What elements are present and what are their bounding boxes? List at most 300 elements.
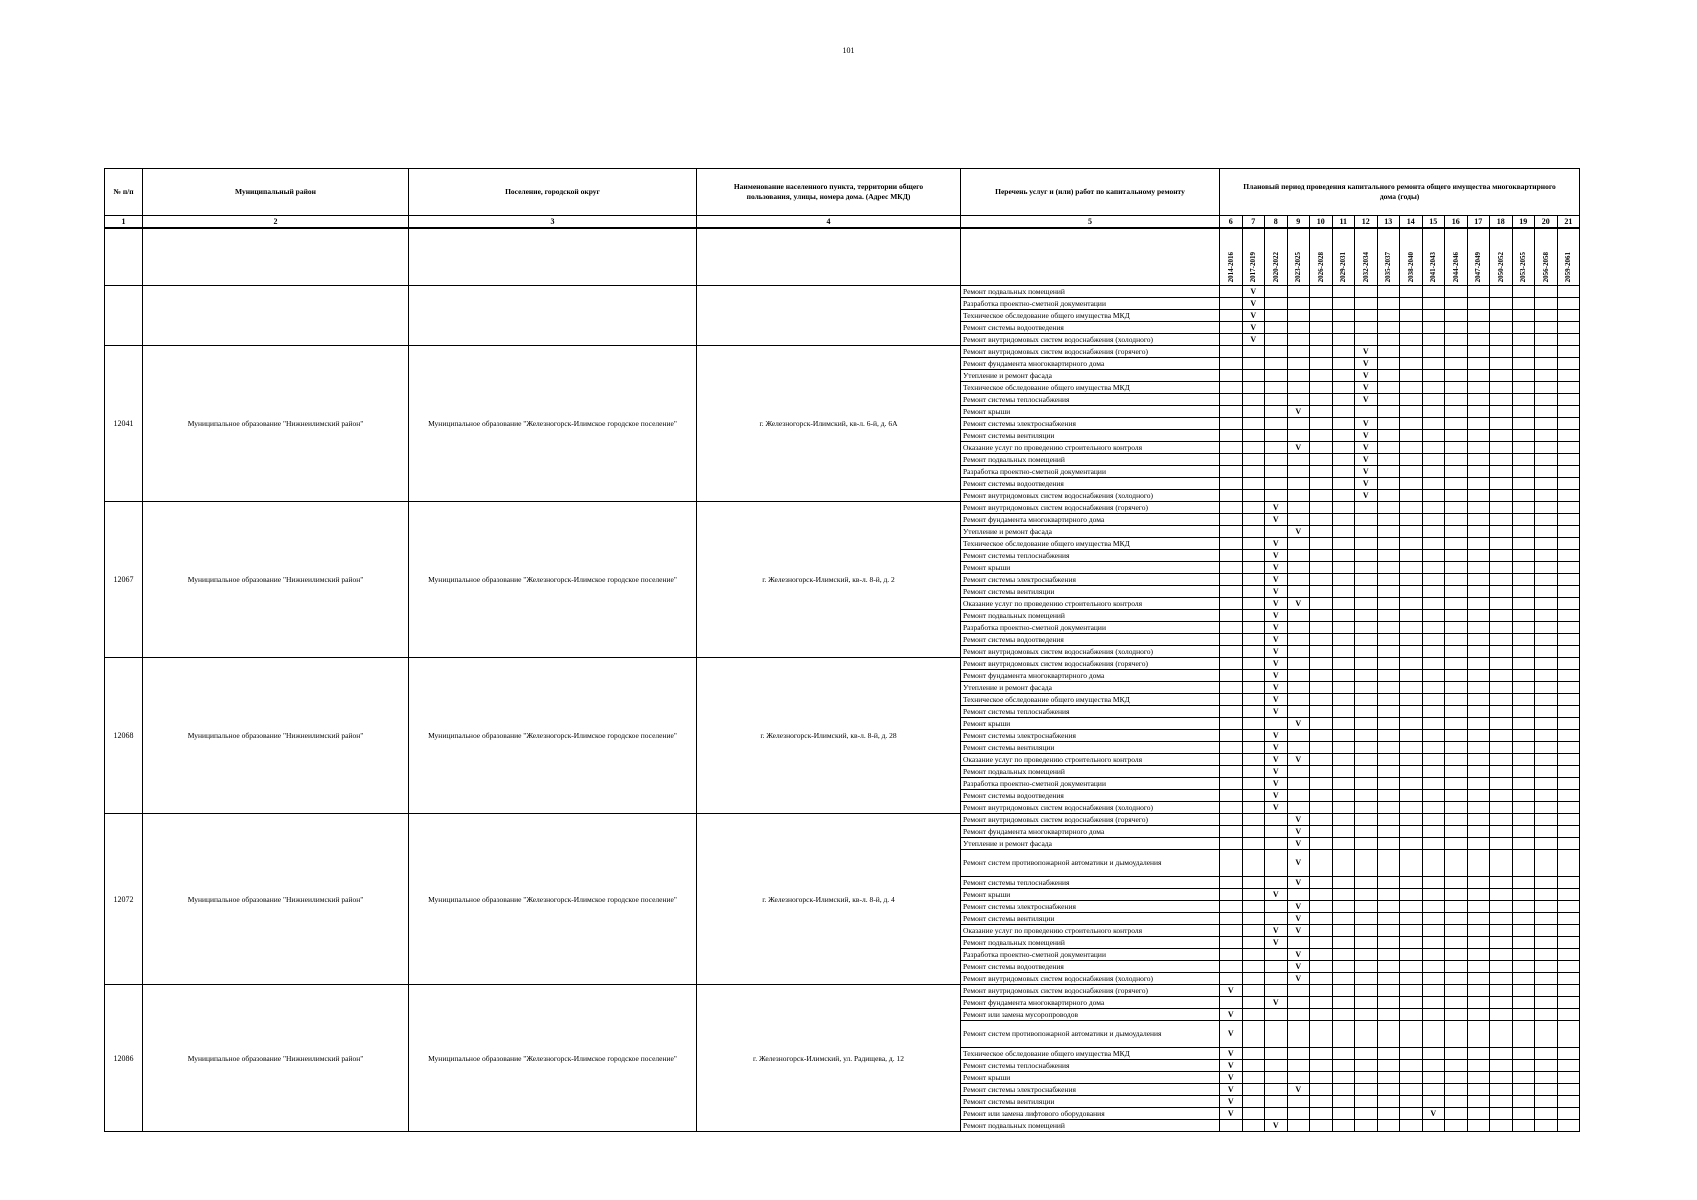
period-cell	[1422, 1060, 1445, 1072]
period-cell	[1490, 586, 1513, 598]
group-settlement	[409, 286, 697, 346]
period-header	[1445, 228, 1468, 286]
period-cell	[1422, 838, 1445, 850]
period-cell	[1287, 310, 1310, 322]
period-cell	[1512, 1096, 1535, 1108]
period-header	[1332, 228, 1355, 286]
period-cell	[1445, 586, 1468, 598]
period-cell	[1400, 826, 1423, 838]
period-cell	[1445, 838, 1468, 850]
work-item: Ремонт внутридомовых систем водоснабжения (холодного)	[961, 334, 1220, 346]
period-cell	[1467, 826, 1490, 838]
period-cell	[1512, 1009, 1535, 1021]
period-cell	[1265, 394, 1288, 406]
period-mark: V	[1355, 358, 1378, 370]
period-cell	[1242, 1048, 1265, 1060]
period-cell	[1400, 901, 1423, 913]
period-cell	[1422, 478, 1445, 490]
work-item: Ремонт системы теплоснабжения	[961, 1060, 1220, 1072]
group-settlement: Муниципальное образование "Железногорск-Илимское городское поселение"	[409, 814, 697, 985]
period-cell	[1422, 382, 1445, 394]
period-cell	[1310, 514, 1333, 526]
period-mark: V	[1355, 346, 1378, 358]
period-cell	[1445, 766, 1468, 778]
period-cell	[1490, 334, 1513, 346]
period-cell	[1377, 754, 1400, 766]
period-cell	[1400, 925, 1423, 937]
period-cell	[1535, 406, 1558, 418]
period-cell	[1490, 502, 1513, 514]
period-cell	[1422, 430, 1445, 442]
period-cell	[1332, 838, 1355, 850]
period-cell	[1490, 925, 1513, 937]
period-cell	[1535, 682, 1558, 694]
period-cell	[1265, 406, 1288, 418]
period-cell	[1557, 514, 1580, 526]
period-cell	[1467, 622, 1490, 634]
period-cell	[1445, 346, 1468, 358]
column-number-row	[105, 216, 1580, 229]
period-cell	[1490, 610, 1513, 622]
period-cell	[1310, 718, 1333, 730]
period-cell	[1400, 814, 1423, 826]
period-mark: V	[1287, 406, 1310, 418]
period-cell	[1310, 370, 1333, 382]
period-cell	[1400, 1084, 1423, 1096]
period-cell	[1332, 1021, 1355, 1048]
period-cell	[1445, 889, 1468, 901]
period-cell	[1332, 850, 1355, 877]
period-cell	[1242, 586, 1265, 598]
period-cell	[1287, 418, 1310, 430]
period-cell	[1490, 538, 1513, 550]
table-row	[105, 502, 1580, 514]
period-cell	[1512, 826, 1535, 838]
period-cell	[1557, 646, 1580, 658]
period-mark: V	[1265, 658, 1288, 670]
period-cell	[1220, 718, 1243, 730]
period-cell	[1400, 658, 1423, 670]
period-cell	[1287, 322, 1310, 334]
period-cell	[1557, 454, 1580, 466]
work-item: Ремонт системы водоотведения	[961, 961, 1220, 973]
period-cell	[1422, 394, 1445, 406]
period-cell	[1467, 1096, 1490, 1108]
period-cell	[1332, 1096, 1355, 1108]
period-mark: V	[1355, 466, 1378, 478]
period-cell	[1355, 1072, 1378, 1084]
period-cell	[1557, 718, 1580, 730]
period-cell	[1310, 889, 1333, 901]
period-cell	[1557, 985, 1580, 997]
period-cell	[1512, 889, 1535, 901]
period-cell	[1535, 802, 1558, 814]
period-cell	[1557, 574, 1580, 586]
period-cell	[1355, 949, 1378, 961]
period-cell	[1355, 1021, 1378, 1048]
period-cell	[1467, 1120, 1490, 1132]
period-cell	[1400, 850, 1423, 877]
period-cell	[1265, 838, 1288, 850]
period-cell	[1355, 538, 1378, 550]
period-cell	[1512, 310, 1535, 322]
work-item: Разработка проектно-сметной документации	[961, 466, 1220, 478]
period-cell	[1332, 370, 1355, 382]
period-cell	[1535, 925, 1558, 937]
period-cell	[1490, 985, 1513, 997]
period-cell	[1310, 418, 1333, 430]
work-item: Техническое обследование общего имущества МКД	[961, 382, 1220, 394]
period-cell	[1377, 586, 1400, 598]
period-header	[1490, 228, 1513, 286]
period-label: 2032-2034	[1361, 251, 1370, 282]
period-cell	[1220, 298, 1243, 310]
period-cell	[1310, 286, 1333, 298]
period-cell	[1400, 550, 1423, 562]
period-cell	[1265, 1009, 1288, 1021]
period-cell	[1220, 382, 1243, 394]
period-mark: V	[1287, 718, 1310, 730]
work-item: Разработка проектно-сметной документации	[961, 778, 1220, 790]
period-cell	[1355, 997, 1378, 1009]
work-item: Разработка проектно-сметной документации	[961, 622, 1220, 634]
period-cell	[1377, 1096, 1400, 1108]
period-cell	[1400, 574, 1423, 586]
work-item: Ремонт внутридомовых систем водоснабжения (горячего)	[961, 814, 1220, 826]
period-cell	[1445, 634, 1468, 646]
work-item: Ремонт системы электроснабжения	[961, 901, 1220, 913]
period-cell	[1445, 877, 1468, 889]
header-periods: Плановый период проведения капитального ремонта общего имущества многоквартирного дома (годы)	[1220, 169, 1580, 216]
period-cell	[1422, 730, 1445, 742]
period-cell	[1287, 430, 1310, 442]
group-settlement: Муниципальное образование "Железногорск-Илимское городское поселение"	[409, 346, 697, 502]
period-cell	[1512, 901, 1535, 913]
period-cell	[1445, 670, 1468, 682]
period-cell	[1512, 610, 1535, 622]
period-cell	[1445, 718, 1468, 730]
period-cell	[1310, 1009, 1333, 1021]
period-cell	[1332, 937, 1355, 949]
period-cell	[1355, 1084, 1378, 1096]
period-cell	[1467, 358, 1490, 370]
period-cell	[1287, 802, 1310, 814]
period-cell	[1287, 1060, 1310, 1072]
period-cell	[1490, 346, 1513, 358]
period-cell	[1557, 466, 1580, 478]
period-cell	[1422, 706, 1445, 718]
period-cell	[1445, 334, 1468, 346]
period-cell	[1310, 1108, 1333, 1120]
table-row	[105, 814, 1580, 826]
work-item: Ремонт внутридомовых систем водоснабжения (горячего)	[961, 502, 1220, 514]
work-item: Ремонт подвальных помещений	[961, 766, 1220, 778]
period-cell	[1355, 622, 1378, 634]
period-cell	[1377, 913, 1400, 925]
period-cell	[1557, 538, 1580, 550]
period-cell	[1332, 778, 1355, 790]
period-cell	[1220, 418, 1243, 430]
period-cell	[1220, 406, 1243, 418]
period-cell	[1220, 538, 1243, 550]
period-cell	[1400, 322, 1423, 334]
period-cell	[1220, 310, 1243, 322]
table-row	[105, 346, 1580, 358]
work-item: Техническое обследование общего имущества МКД	[961, 310, 1220, 322]
period-cell	[1220, 586, 1243, 598]
period-cell	[1557, 973, 1580, 985]
period-cell	[1400, 694, 1423, 706]
period-cell	[1332, 1072, 1355, 1084]
period-cell	[1512, 778, 1535, 790]
period-cell	[1287, 778, 1310, 790]
period-label: 2044-2046	[1451, 251, 1460, 282]
period-cell	[1332, 406, 1355, 418]
period-cell	[1557, 754, 1580, 766]
work-item: Оказание услуг по проведению строительного контроля	[961, 925, 1220, 937]
period-cell	[1265, 430, 1288, 442]
period-cell	[1287, 937, 1310, 949]
period-mark: V	[1265, 730, 1288, 742]
period-mark: V	[1265, 682, 1288, 694]
period-cell	[1512, 622, 1535, 634]
period-cell	[1445, 658, 1468, 670]
period-cell	[1377, 826, 1400, 838]
period-cell	[1400, 937, 1423, 949]
period-mark: V	[1220, 1060, 1243, 1072]
period-cell	[1355, 1048, 1378, 1060]
period-mark: V	[1265, 766, 1288, 778]
period-cell	[1242, 454, 1265, 466]
period-label: 2059-2061	[1564, 251, 1573, 282]
period-cell	[1422, 973, 1445, 985]
period-cell	[1355, 598, 1378, 610]
period-cell	[1400, 790, 1423, 802]
period-cell	[1422, 778, 1445, 790]
period-cell	[1332, 670, 1355, 682]
work-item: Ремонт внутридомовых систем водоснабжения (горячего)	[961, 985, 1220, 997]
period-cell	[1512, 682, 1535, 694]
period-cell	[1355, 694, 1378, 706]
period-cell	[1467, 1072, 1490, 1084]
period-cell	[1377, 694, 1400, 706]
period-cell	[1220, 478, 1243, 490]
period-cell	[1220, 622, 1243, 634]
period-cell	[1422, 901, 1445, 913]
period-cell	[1535, 430, 1558, 442]
period-cell	[1242, 550, 1265, 562]
work-item: Ремонт системы теплоснабжения	[961, 550, 1220, 562]
period-cell	[1557, 1108, 1580, 1120]
period-cell	[1422, 610, 1445, 622]
period-mark: V	[1265, 610, 1288, 622]
period-cell	[1377, 454, 1400, 466]
period-cell	[1265, 310, 1288, 322]
period-cell	[1310, 382, 1333, 394]
period-header	[1535, 228, 1558, 286]
period-cell	[1287, 1048, 1310, 1060]
period-cell	[1242, 997, 1265, 1009]
period-cell	[1242, 526, 1265, 538]
work-item: Ремонт системы теплоснабжения	[961, 877, 1220, 889]
period-cell	[1557, 406, 1580, 418]
period-cell	[1557, 1060, 1580, 1072]
group-address: г. Железногорск-Илимский, кв-л. 8-й, д. 28	[697, 658, 961, 814]
period-cell	[1422, 877, 1445, 889]
period-cell	[1490, 694, 1513, 706]
period-cell	[1220, 610, 1243, 622]
period-cell	[1422, 514, 1445, 526]
period-cell	[1377, 1072, 1400, 1084]
period-cell	[1512, 1060, 1535, 1072]
period-cell	[1557, 889, 1580, 901]
period-header	[1557, 228, 1580, 286]
period-cell	[1445, 418, 1468, 430]
period-cell	[1445, 394, 1468, 406]
period-cell	[1242, 961, 1265, 973]
period-cell	[1445, 961, 1468, 973]
period-cell	[1535, 514, 1558, 526]
period-cell	[1490, 1009, 1513, 1021]
period-cell	[1310, 586, 1333, 598]
period-mark: V	[1287, 877, 1310, 889]
period-cell	[1557, 310, 1580, 322]
period-header	[1422, 228, 1445, 286]
period-cell	[1490, 1120, 1513, 1132]
period-cell	[1310, 358, 1333, 370]
period-cell	[1512, 478, 1535, 490]
period-cell	[1445, 466, 1468, 478]
period-cell	[1287, 490, 1310, 502]
period-cell	[1265, 961, 1288, 973]
period-cell	[1332, 310, 1355, 322]
period-cell	[1332, 622, 1355, 634]
period-cell	[1332, 634, 1355, 646]
period-cell	[1377, 418, 1400, 430]
period-cell	[1490, 1048, 1513, 1060]
period-mark: V	[1355, 430, 1378, 442]
period-mark: V	[1242, 298, 1265, 310]
period-cell	[1490, 478, 1513, 490]
period-cell	[1490, 742, 1513, 754]
period-cell	[1490, 670, 1513, 682]
period-cell	[1220, 466, 1243, 478]
period-mark: V	[1287, 754, 1310, 766]
period-cell	[1377, 562, 1400, 574]
period-cell	[1220, 658, 1243, 670]
period-cell	[1377, 1021, 1400, 1048]
period-cell	[1557, 478, 1580, 490]
period-cell	[1355, 742, 1378, 754]
period-cell	[1557, 490, 1580, 502]
period-cell	[1332, 961, 1355, 973]
period-cell	[1265, 346, 1288, 358]
period-cell	[1377, 838, 1400, 850]
period-cell	[1557, 778, 1580, 790]
period-cell	[1377, 670, 1400, 682]
period-cell	[1400, 586, 1423, 598]
period-cell	[1310, 394, 1333, 406]
period-cell	[1512, 418, 1535, 430]
period-cell	[1242, 778, 1265, 790]
period-cell	[1332, 442, 1355, 454]
period-cell	[1310, 538, 1333, 550]
period-cell	[1557, 961, 1580, 973]
period-cell	[1310, 634, 1333, 646]
period-cell	[1445, 949, 1468, 961]
period-cell	[1535, 901, 1558, 913]
period-cell	[1287, 694, 1310, 706]
period-cell	[1310, 466, 1333, 478]
period-cell	[1422, 814, 1445, 826]
period-cell	[1445, 430, 1468, 442]
period-cell	[1535, 877, 1558, 889]
period-cell	[1467, 877, 1490, 889]
period-cell	[1422, 538, 1445, 550]
period-cell	[1287, 502, 1310, 514]
period-cell	[1332, 1060, 1355, 1072]
period-mark: V	[1265, 889, 1288, 901]
period-cell	[1535, 550, 1558, 562]
period-cell	[1287, 766, 1310, 778]
period-cell	[1445, 598, 1468, 610]
period-cell	[1557, 550, 1580, 562]
period-cell	[1332, 985, 1355, 997]
period-cell	[1377, 682, 1400, 694]
period-cell	[1265, 877, 1288, 889]
column-number: 21	[1557, 216, 1580, 229]
work-item: Ремонт систем противопожарной автоматики и дымоудаления	[961, 1021, 1220, 1048]
period-cell	[1490, 658, 1513, 670]
period-cell	[1490, 889, 1513, 901]
work-item: Ремонт фундамента многоквартирного дома	[961, 358, 1220, 370]
period-cell	[1265, 490, 1288, 502]
period-cell	[1310, 406, 1333, 418]
period-cell	[1242, 442, 1265, 454]
period-cell	[1332, 901, 1355, 913]
period-cell	[1557, 346, 1580, 358]
work-item: Ремонт или замена лифтового оборудования	[961, 1108, 1220, 1120]
period-cell	[1422, 1048, 1445, 1060]
period-cell	[1332, 574, 1355, 586]
period-cell	[1332, 754, 1355, 766]
period-cell	[1400, 877, 1423, 889]
period-cell	[1220, 394, 1243, 406]
period-cell	[1445, 538, 1468, 550]
period-cell	[1242, 370, 1265, 382]
period-label: 2047-2049	[1474, 251, 1483, 282]
period-mark: V	[1265, 514, 1288, 526]
period-label: 2023-2025	[1294, 251, 1303, 282]
header-num: № п/п	[105, 169, 143, 216]
period-cell	[1220, 670, 1243, 682]
period-cell	[1512, 913, 1535, 925]
period-cell	[1445, 682, 1468, 694]
period-cell	[1445, 826, 1468, 838]
period-mark: V	[1265, 646, 1288, 658]
period-label: 2020-2022	[1271, 251, 1280, 282]
period-mark: V	[1287, 1084, 1310, 1096]
period-cell	[1310, 334, 1333, 346]
period-mark: V	[1265, 778, 1288, 790]
period-cell	[1400, 358, 1423, 370]
period-cell	[1512, 514, 1535, 526]
period-cell	[1512, 454, 1535, 466]
period-cell	[1355, 658, 1378, 670]
period-mark: V	[1355, 394, 1378, 406]
period-cell	[1490, 646, 1513, 658]
period-cell	[1422, 961, 1445, 973]
